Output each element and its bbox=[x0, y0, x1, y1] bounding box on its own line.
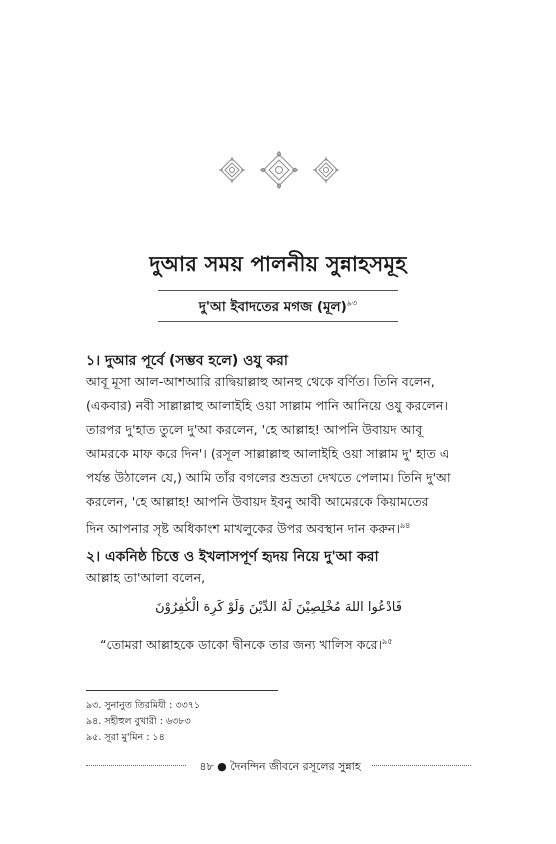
footnote: ৯৩. সুনানুত তিরমিযী : ৩৩৭১ bbox=[86, 700, 201, 711]
floral-ornament-icon bbox=[218, 150, 340, 190]
book-title: দৈনন্দিন জীবনে রসূলের সুন্নাহ bbox=[230, 760, 361, 773]
text-line: (একবার) নবী সাল্লাল্লাহু আলাইহি ওয়া সাল্লাম পানি আনিয়ে ওযু করলেন। bbox=[86, 398, 448, 413]
footnote-rule bbox=[86, 690, 278, 691]
subtitle-text: দু'আ ইবাদতের মগজ (মূল) bbox=[198, 299, 347, 315]
footer-dotted-rule-left bbox=[86, 765, 186, 766]
footer-dotted-rule-right bbox=[372, 765, 471, 766]
text-line-last bbox=[86, 514, 471, 541]
footnote: ৯৫. সূরা মু'মিন : ১৪ bbox=[86, 732, 165, 743]
footnote-ref: ৯৩ bbox=[346, 298, 358, 308]
text-line: তারপর দু'হাত তুলে দু'আ করলেন, 'হে আল্লাহ! আপনি উবায়দ আবূ bbox=[86, 422, 423, 437]
subtitle-top-rule bbox=[158, 290, 398, 291]
text-line: করলেন, 'হে আল্লাহ! আপনি উবায়দ ইবনু আবী আমেরকে কিয়ামতের bbox=[86, 494, 429, 509]
verse-translation bbox=[100, 630, 471, 657]
footnote-ref: ৯৫ bbox=[382, 637, 393, 646]
bullet-icon: ● bbox=[217, 760, 227, 773]
section1-paragraph bbox=[86, 370, 471, 541]
page-number: ৪৮ bbox=[199, 760, 214, 773]
section-heading-2: ২। একনিষ্ঠ চিত্তে ও ইখলাসপূর্ণ হৃদয় নিয়ে দু'আ করা bbox=[86, 549, 379, 565]
page-title: দুআর সময় পালনীয় সুন্নাহসমূহ bbox=[149, 252, 407, 276]
text-line: পর্যন্ত উঠালেন যে,) আমি তাঁর বগলের শুভ্রতা দেখতে পেলাম। তিনি দু'আ bbox=[86, 470, 451, 485]
text-line: দিন আপনার সৃষ্ট অধিকাংশ মাখলুকের উপর অবস্থান দান করুন। bbox=[86, 521, 400, 537]
footnote-ref: ৯৪ bbox=[399, 521, 411, 530]
text-line: আবূ মূসা আল-আশআরি রাদ্বিয়াল্লাহু আনহু থেকে বর্ণিত। তিনি বলেন, bbox=[86, 374, 435, 389]
subtitle bbox=[0, 296, 556, 319]
arabic-verse: فَادْعُوا اللهَ مُخْلِصِيْنَ لَهُ الدِّيْنَ وَلَوْ كَرِهَ الْكٰفِرُوْنَ bbox=[155, 600, 402, 615]
translation-text: “তোমরা আল্লাহকে ডাকো দ্বীনকে তার জন্য খালিস করে। bbox=[100, 637, 383, 653]
text-line: আমরকে মাফ করে দিন'। (রসূল সাল্লাল্লাহু আলাইহি ওয়া সাল্লাম দু' হাত এ bbox=[86, 446, 450, 461]
footnote: ৯৪. সহীহুল বুখারী : ৬৩৮৩ bbox=[86, 716, 191, 727]
section2-intro: আল্লাহ তা'আলা বলেন, bbox=[86, 570, 206, 585]
running-footer bbox=[190, 758, 370, 777]
section-heading-1: ১। দুআর পূর্বে (সম্ভব হলে) ওযু করা bbox=[86, 353, 288, 369]
subtitle-bottom-rule bbox=[158, 321, 398, 322]
